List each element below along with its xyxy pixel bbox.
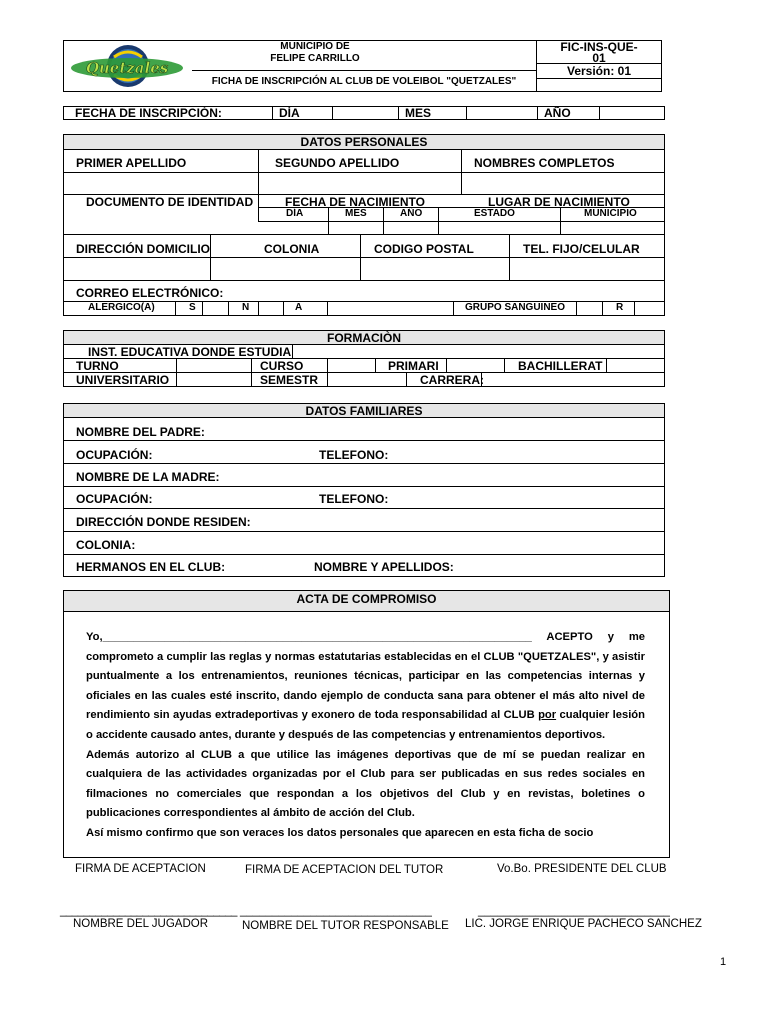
career-label: CARRERA: [420,373,484,387]
parents-address-field[interactable] [245,510,663,530]
blood-r-field[interactable] [635,302,664,315]
header-divider [536,78,662,79]
tutor-name-label: NOMBRE DEL TUTOR RESPONSABLE [242,920,449,932]
form-title: FICHA DE INSCRIPCIÓN AL CLUB DE VOLEIBOL "QUETZALES" [211,76,517,87]
commitment-paragraph-2: Además autorizo al CLUB a que utilice las imágenes deportivas que de mí se puedan realizar en cualquiera de las actividades organizadas por el Club para ser publicadas en sus redes sociales en filmaciones no comerciales que respondan a los objetivos del Club y en revistas, boletines o publicaciones correspondientes al ámbito de acción del Club. [86,748,645,820]
allergic-yes-checkbox[interactable] [203,302,227,315]
president-signature-line[interactable]: ______________________________ [478,905,670,917]
municipio-line2: FELIPE CARRILLO [270,53,360,64]
siblings-names-field[interactable] [450,556,663,575]
university-field[interactable] [177,373,250,386]
personal-data-title: DATOS PERSONALES [300,135,428,149]
commitment-paragraph-3: Así mismo confirmo que son veraces los datos personales que aparecen en esta ficha de socio [86,826,594,839]
postal-code-field[interactable] [361,258,508,279]
father-occupation-field[interactable] [150,443,310,462]
phone-field[interactable] [510,258,664,279]
email-label: CORREO ELECTRÓNICO: [76,286,224,300]
birth-day-label: DÍA [286,208,304,219]
career-field[interactable] [482,373,664,386]
tutor-signature-label: FIRMA DE ACEPTACION DEL TUTOR [245,864,444,876]
allergic-detail-field[interactable] [328,302,452,315]
mother-phone-field[interactable] [388,488,663,507]
second-surname-label: SEGUNDO APELLIDO [275,156,400,170]
inscription-month-label: MES [405,106,432,120]
id-document-field[interactable] [64,208,257,233]
blood-r-label: R [616,302,624,313]
course-field[interactable] [328,359,374,371]
form-code-line1: FIC-INS-QUE- [560,40,638,54]
second-surname-field[interactable] [259,173,460,193]
address-label: DIRECCIÓN DOMICILIO [76,242,210,256]
club-logo [70,43,185,89]
mother-occupation-label: OCUPACIÓN: [76,492,153,506]
commitment-title: ACTA DE COMPROMISO [296,592,437,606]
education-title: FORMACIÒN [327,331,401,345]
birth-place-label: LUGAR DE NACIMIENTO [488,195,630,209]
birth-year-label: AÑO [400,208,423,219]
school-label: INST. EDUCATIVA DONDE ESTUDIA [88,345,292,359]
player-signature-label: FIRMA DE ACEPTACION [75,863,206,875]
shift-field[interactable] [177,359,250,371]
father-name-field[interactable] [200,420,663,440]
allergic-yes-label: S [189,302,196,313]
inscription-date-label: FECHA DE INSCRIPCIÓN: [75,106,222,120]
first-surname-label: PRIMER APELLIDO [76,156,187,170]
allergic-a-label: A [295,302,303,313]
family-data-title: DATOS FAMILIARES [305,404,423,418]
email-field[interactable] [230,283,664,300]
inscription-day-field[interactable] [333,107,397,119]
siblings-names-label: NOMBRE Y APELLIDOS: [314,560,454,574]
father-occupation-label: OCUPACIÓN: [76,448,153,462]
semester-label: SEMESTR [260,373,319,387]
inscription-year-label: AÑO [544,106,571,120]
blood-group-field[interactable] [577,302,601,315]
first-surname-field[interactable] [64,173,257,193]
school-field[interactable] [293,345,664,357]
semester-field[interactable] [328,373,405,386]
page-number: 1 [720,956,727,968]
parents-colony-field[interactable] [135,533,663,553]
inscription-year-field[interactable] [600,107,664,119]
birth-state-field[interactable] [439,222,559,233]
siblings-label: HERMANOS EN EL CLUB: [76,560,226,574]
birth-municipality-field[interactable] [561,222,664,233]
allergic-no-label: N [242,302,250,313]
siblings-field[interactable] [220,556,308,575]
birth-municipality-label: MUNICIPIO [584,208,637,219]
primary-label: PRIMARI [388,359,439,373]
birth-state-label: ESTADO [474,208,515,219]
father-name-label: NOMBRE DEL PADRE: [76,425,205,439]
parents-colony-label: COLONIA: [76,538,136,552]
allergic-label: ALERGICO(A) [88,302,155,313]
inscription-day-label: DÍA [279,106,300,120]
mother-name-field[interactable] [215,465,663,485]
birth-date-label: FECHA DE NACIMIENTO [285,195,426,209]
birth-year-field[interactable] [384,222,437,233]
colony-label: COLONIA [264,242,320,256]
form-code-line2: 01 [592,51,606,65]
mother-occupation-field[interactable] [150,488,310,507]
address-field[interactable] [64,258,209,279]
id-document-label: DOCUMENTO DE IDENTIDAD [86,195,254,209]
player-name-label: NOMBRE DEL JUGADOR [73,918,209,930]
mother-phone-label: TELEFONO: [319,492,389,506]
blood-group-label: GRUPO SANGUINEO [465,302,566,313]
shift-label: TURNO [76,359,119,373]
birth-day-field[interactable] [259,222,327,233]
inscription-month-field[interactable] [467,107,536,119]
parents-address-label: DIRECCIÓN DONDE RESIDEN: [76,515,251,529]
commitment-paragraph-1: Yo,_____________________________________________________________________ ACEPTO y me comprometo a cumplir las reglas y normas estatutarias establecidas en el CLUB "QUETZALES", y asistir puntualmente a los entrenamientos, reuniones técnicas, participar en las competencias internas y oficiales en las cuales esté inscrito, dando ejemplo de conducta sana para obtener el más alto nivel de rendimiento sin ayudas extradeportivas y exonero de toda responsabilidad al CLUB por cualquier lesión o accidente causado antes, durante y después de las competencias y entrenamientos deportivos. [86,631,645,741]
commitment-text [86,628,645,844]
phone-label: TEL. FIJO/CELULAR [523,242,640,256]
father-phone-field[interactable] [388,443,663,462]
high-school-field[interactable] [607,359,664,371]
course-label: CURSO [260,359,304,373]
primary-field[interactable] [447,359,503,371]
colony-field[interactable] [211,258,359,279]
president-signature-label: Vo.Bo. PRESIDENTE DEL CLUB [497,863,667,875]
player-signature-line[interactable]: ______________________________ [60,905,237,917]
allergic-no-checkbox[interactable] [259,302,282,315]
university-label: UNIVERSITARIO [76,373,170,387]
tutor-signature-line[interactable]: ______________________________ [240,905,432,917]
president-name-label: LIC. JORGE ENRIQUE PACHECO SANCHEZ [465,918,702,930]
father-phone-label: TELEFONO: [319,448,389,462]
municipio-line1: MUNICIPIO DE [280,41,350,52]
form-version: Versión: 01 [566,64,632,78]
full-names-field[interactable] [462,173,664,193]
header-divider [192,70,536,71]
postal-code-label: CODIGO POSTAL [374,242,474,256]
high-school-label: BACHILLERAT [518,359,603,373]
mother-name-label: NOMBRE DE LA MADRE: [76,470,220,484]
birth-month-label: MES [345,208,367,219]
full-names-label: NOMBRES COMPLETOS [474,156,615,170]
birth-month-field[interactable] [329,222,382,233]
svg-text:Quetzales: Quetzales [85,59,169,77]
